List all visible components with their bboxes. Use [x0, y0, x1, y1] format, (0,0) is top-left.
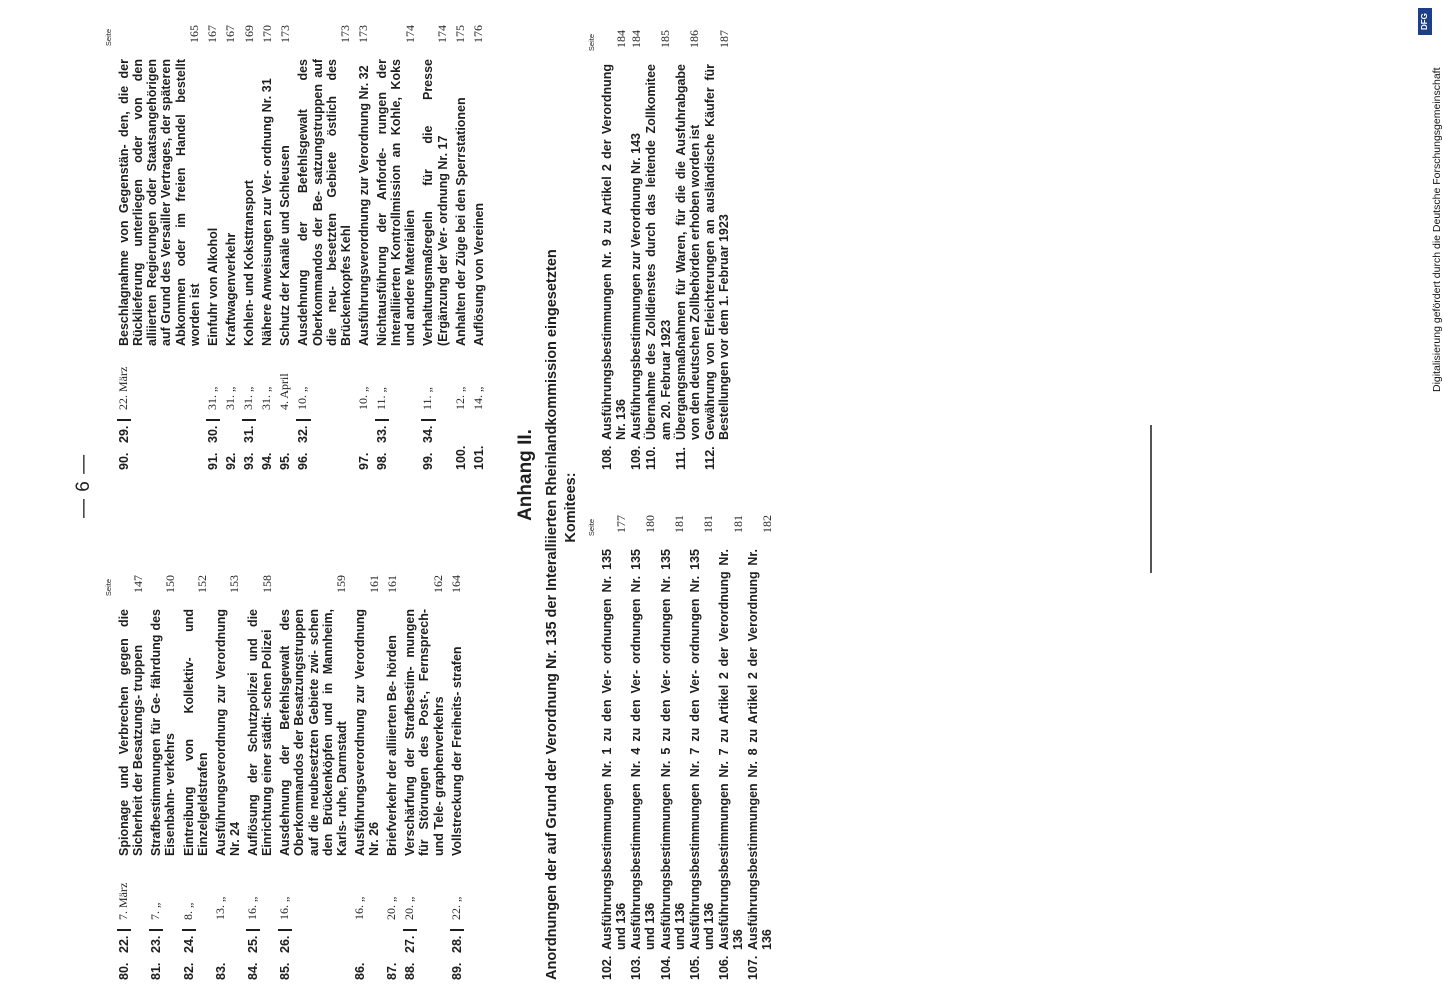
entry-number: 95.: [278, 452, 293, 470]
toc-entry: [375, 25, 417, 470]
entry-page: 177: [613, 515, 628, 533]
entry-title: Auflösung von Vereinen: [471, 202, 486, 346]
entry-page: 147: [130, 575, 145, 593]
entry-title: Beschlagnahme von Gegenstän- den, die der Rücklieferung unterliegen oder von den alliierten Regierungen oder Staatsangehörigen auf Grund des Versailler Vertrages, der späteren Abkommen oder im freien Handel bestellt worden ist: [117, 59, 202, 346]
entry-date: 7. März: [116, 882, 130, 920]
entry-title: Ausführungsverordnung zur Verordnung Nr. 32: [356, 65, 371, 346]
entry-date: 10. „: [295, 386, 310, 410]
entry-number: 100.: [453, 445, 468, 470]
anhang-entry: [644, 30, 672, 470]
entry-page: 173: [277, 25, 292, 43]
entry-title: Ausdehnung der Befehlsgewalt des Oberkommandos der Be- satzungstruppen auf die neu- besetzten Gebiete östlich des Brückenkopfes Kehl: [296, 59, 353, 346]
entry-title: Anhalten der Züge bei den Sperrstationen: [453, 97, 468, 346]
dfg-logo: DFG: [1418, 8, 1432, 35]
entry-page: 150: [162, 575, 177, 593]
entry-page: 182: [759, 515, 774, 533]
entry-number: 107.: [746, 955, 761, 980]
entry-decree-number: 34.: [421, 419, 435, 443]
toc-entry: [242, 25, 256, 470]
entry-page: 169: [241, 25, 256, 43]
entry-date: 31. „: [222, 386, 237, 410]
entry-number: 90.: [117, 452, 131, 470]
anhang-entry: [703, 30, 731, 470]
entry-date: 16. „: [277, 896, 292, 920]
rotated-document-page: [75, 25, 945, 980]
toc-entry: [403, 575, 445, 980]
entry-decree-number: 24.: [182, 929, 196, 953]
entry-title: Gewährung von Erleichterungen an ausländische Käufer für Bestellungen vor dem 1. Februar 1923: [702, 64, 731, 440]
entry-page: 187: [716, 30, 731, 48]
entry-number: 105.: [687, 955, 702, 980]
entry-page: 175: [453, 25, 468, 43]
toc-entry: [182, 575, 210, 980]
entry-title: Nichtausführung der Anforde- rungen der Interalliierten Kontrollmission an Kohle, Koks und andere Materialien: [375, 59, 418, 346]
entry-page: 153: [227, 575, 242, 593]
entry-number: 84.: [246, 962, 260, 980]
entry-decree-number: 29.: [117, 419, 131, 443]
entry-number: 94.: [260, 452, 275, 470]
entry-title: Ausführungsbestimmungen Nr. 7 zu den Ver- ordnungen Nr. 135 und 136: [687, 549, 716, 950]
entry-page: 162: [431, 575, 446, 593]
entry-page: 167: [205, 25, 220, 43]
entry-page: 184: [628, 30, 643, 48]
entry-date: 16. „: [245, 896, 259, 920]
entry-title: Spionage und Verbrechen gegen die Sicherheit der Besatzungs- truppen: [117, 609, 146, 856]
entry-date: 13. „: [212, 896, 227, 920]
entry-number: 83.: [213, 962, 228, 980]
entry-title: Ausführungsverordnung zur Verordnung Nr. 26: [352, 609, 381, 856]
entry-number: 81.: [149, 962, 164, 980]
entry-number: 96.: [296, 452, 311, 470]
anhang-entry: [688, 515, 716, 980]
entry-title: Ausführungsbestimmungen Nr. 1 zu den Ver- ordnungen Nr. 135 und 136: [600, 549, 629, 950]
entry-title: Kohlen- und Koksttransport: [242, 180, 256, 346]
entry-title: Nähere Anweisungen zur Ver- ordnung Nr. 31: [260, 78, 275, 346]
entry-number: 99.: [421, 452, 436, 470]
entry-page: 161: [366, 575, 381, 593]
entry-number: 103.: [629, 955, 644, 980]
entry-title: Ausführungsbestimmungen Nr. 8 zu Artikel 2 der Verordnung Nr. 136: [746, 549, 775, 950]
entry-page: 173: [356, 25, 371, 43]
toc-entry: [357, 25, 371, 470]
entry-date: 31. „: [259, 386, 274, 410]
entry-title: Verschärfung der Strafbestim- mungen für Störungen des Post-, Fernsprech- und Tele- graphenverkehrs: [403, 609, 446, 856]
entry-page: 181: [701, 515, 716, 533]
entry-title: Strafbestimmungen für Ge- fährdung des Eisenbahn- verkehrs: [149, 609, 178, 856]
entry-title: Eintreibung von Kollektiv- und Einzelgeldstrafen: [181, 609, 210, 856]
toc-entry: [117, 25, 202, 470]
entry-page: 185: [658, 30, 673, 48]
entry-title: Ausführungsbestimmungen Nr. 5 zu den Ver- ordnungen Nr. 135 und 136: [658, 549, 687, 950]
entry-date: 31. „: [204, 386, 219, 410]
entry-date: 16. „: [351, 896, 366, 920]
left-column: [104, 575, 468, 980]
entry-title: Ausführungsbestimmungen Nr. 4 zu den Ver- ordnungen Nr. 135 und 136: [629, 549, 658, 950]
entry-date: 4. April: [277, 373, 292, 410]
entry-page: 174: [435, 25, 450, 43]
entry-number: 88.: [403, 962, 418, 980]
entry-number: 85.: [278, 962, 293, 980]
anhang-intro-last: Komitees:: [562, 472, 579, 543]
toc-entry: [246, 575, 274, 980]
seite-header: Seite: [587, 34, 596, 52]
entry-page: 186: [687, 30, 702, 48]
seite-header: Seite: [587, 519, 596, 537]
entry-number: 98.: [375, 452, 389, 470]
entry-number: 101.: [471, 445, 486, 470]
entry-title: Auflösung der Schutzpolizei und die Einrichtung einer städti- schen Polizei: [246, 609, 275, 856]
entry-number: 97.: [356, 452, 371, 470]
toc-entry: [278, 575, 349, 980]
entry-title: Ausdehnung der Befehlsgewalt des Oberkommandos der Besatzungstruppen auf die neubesetzten Gebiete zwi- schen den Brückenköpfen und in Mannheim, Karls- ruhe, Darmstadt: [278, 609, 349, 856]
entry-page: 158: [259, 575, 274, 593]
anhang-title: Anhang II.: [515, 429, 536, 521]
entry-date: 20. „: [384, 896, 399, 920]
entry-title: Übernahme des Zolldienstes durch das leitende Zollkomitee am 20. Februar 1923: [644, 64, 673, 440]
toc-entry: [260, 25, 274, 470]
entry-date: 11. „: [420, 387, 435, 410]
right-entry-list: [117, 25, 486, 470]
anhang-entry: [629, 30, 643, 470]
entry-decree-number: 25.: [246, 929, 260, 953]
entry-decree-number: 22.: [117, 929, 131, 953]
entry-date: 20. „: [402, 896, 417, 920]
entry-title: Kraftwagenverkehr: [223, 232, 238, 346]
entry-number: 108.: [600, 445, 614, 470]
entry-date: 12. „: [452, 386, 467, 410]
entry-date: 7. „: [148, 902, 163, 920]
toc-entry: [117, 575, 145, 980]
anhang-intro: [543, 35, 580, 980]
toc-entry: [421, 25, 449, 470]
toc-entry: [353, 575, 381, 980]
scan-edge-mark: [1150, 425, 1152, 573]
entry-page: 180: [642, 515, 657, 533]
entry-number: 110.: [644, 446, 659, 470]
entry-number: 91.: [205, 452, 220, 470]
entry-page: 161: [384, 575, 399, 593]
anhang-entry: [674, 30, 702, 470]
seite-header: Seite: [104, 579, 113, 597]
toc-entry: [149, 575, 177, 980]
left-entry-list: [117, 575, 464, 980]
toc-entry: [278, 25, 292, 470]
entry-page: 165: [187, 25, 202, 43]
seite-header: Seite: [104, 29, 113, 47]
entry-page: 164: [449, 575, 464, 593]
entry-number: 86.: [352, 962, 367, 980]
entry-page: 174: [402, 25, 417, 43]
anhang-entry: [746, 515, 774, 980]
anhang-entry: [600, 30, 628, 470]
entry-title: Einfuhr von Alkohol: [205, 227, 220, 346]
entry-date: 31. „: [241, 386, 255, 410]
toc-entry: [296, 25, 353, 470]
entry-page: 184: [613, 30, 628, 48]
entry-decree-number: 28.: [450, 929, 464, 953]
entry-date: 14. „: [470, 386, 485, 410]
anhang-left-list: [600, 515, 775, 980]
entry-title: Verhaltungsmaßregeln für die Presse (Ergänzung der Ver- ordnung Nr. 17: [421, 59, 450, 346]
anhang-right-list: [600, 30, 731, 470]
entry-title: Ausführungsverordnung zur Verordnung Nr. 24: [213, 609, 242, 856]
entry-title: Ausführungsbestimmungen Nr. 7 zu Artikel 2 der Verordnung Nr. 136: [717, 549, 746, 950]
entry-number: 93.: [242, 452, 256, 470]
entry-date: 10. „: [355, 386, 370, 410]
entry-number: 106.: [717, 955, 731, 980]
entry-number: 102.: [600, 955, 614, 980]
entry-page: 159: [334, 575, 349, 593]
entry-number: 104.: [658, 955, 673, 980]
entry-page: 167: [223, 25, 238, 43]
anhang-left-column: [587, 515, 776, 980]
toc-entry: [224, 25, 238, 470]
entry-date: 11. „: [374, 387, 388, 410]
entry-decree-number: 33.: [375, 419, 389, 443]
entry-number: 89.: [449, 962, 464, 980]
entry-decree-number: 27.: [403, 929, 417, 953]
entry-number: 111.: [673, 447, 688, 470]
entry-title: Vollstreckung der Freiheits- strafen: [449, 646, 464, 856]
entry-number: 112.: [702, 446, 717, 470]
entry-number: 82.: [181, 962, 196, 980]
entry-number: 87.: [385, 962, 400, 980]
entry-date: 8. „: [180, 902, 195, 920]
entry-title: Ausführungsbestimmungen zur Verordnung Nr. 143: [629, 133, 644, 440]
entry-page: 181: [672, 515, 687, 533]
entry-number: 80.: [117, 962, 131, 980]
toc-entry: [472, 25, 486, 470]
entry-title: Ausführungsbestimmungen Nr. 9 zu Artikel 2 der Verordnung Nr. 136: [600, 64, 629, 440]
entry-page: 173: [338, 25, 353, 43]
toc-entry: [214, 575, 242, 980]
anhang-right-column: [587, 30, 732, 470]
anhang-entry: [600, 515, 628, 980]
entry-decree-number: 31.: [242, 419, 256, 443]
dfg-credit-text: Digitalisierung gefördert durch die Deutsche Forschungsgemeinschaft: [1431, 67, 1443, 392]
toc-entry: [385, 575, 399, 980]
entry-title: Schutz der Kanäle und Schleusen: [278, 145, 293, 346]
toc-entry: [206, 25, 220, 470]
entry-page: 170: [259, 25, 274, 43]
anhang-entry: [659, 515, 687, 980]
entry-decree-number: 32.: [296, 419, 310, 443]
entry-page: 152: [195, 575, 210, 593]
entry-decree-number: 30.: [206, 419, 220, 443]
toc-entry: [454, 25, 468, 470]
entry-page: 181: [730, 515, 745, 533]
page-number: — 6 —: [73, 453, 94, 518]
toc-entry: [450, 575, 464, 980]
entry-number: 92.: [223, 452, 238, 470]
entry-number: 109.: [629, 445, 644, 470]
entry-decree-number: 23.: [149, 929, 163, 953]
entry-title: Übergangsmaßnahmen für Waren, für die die Ausfuhrabgabe von den deutschen Zollbehörden erhoben worden ist: [673, 64, 702, 440]
entry-date: 22. März: [116, 366, 130, 410]
entry-page: 176: [471, 25, 486, 43]
entry-title: Briefverkehr der alliierten Be- hörden: [385, 635, 400, 856]
anhang-entry: [717, 515, 745, 980]
anhang-intro-text: Anordnungen der auf Grund der Verordnung Nr. 135 der Interalliierten Rheinlandkommission eingesetzten: [544, 249, 560, 980]
entry-date: 22. „: [448, 896, 463, 920]
anhang-entry: [629, 515, 657, 980]
right-column: [104, 25, 490, 470]
entry-decree-number: 26.: [278, 929, 292, 953]
